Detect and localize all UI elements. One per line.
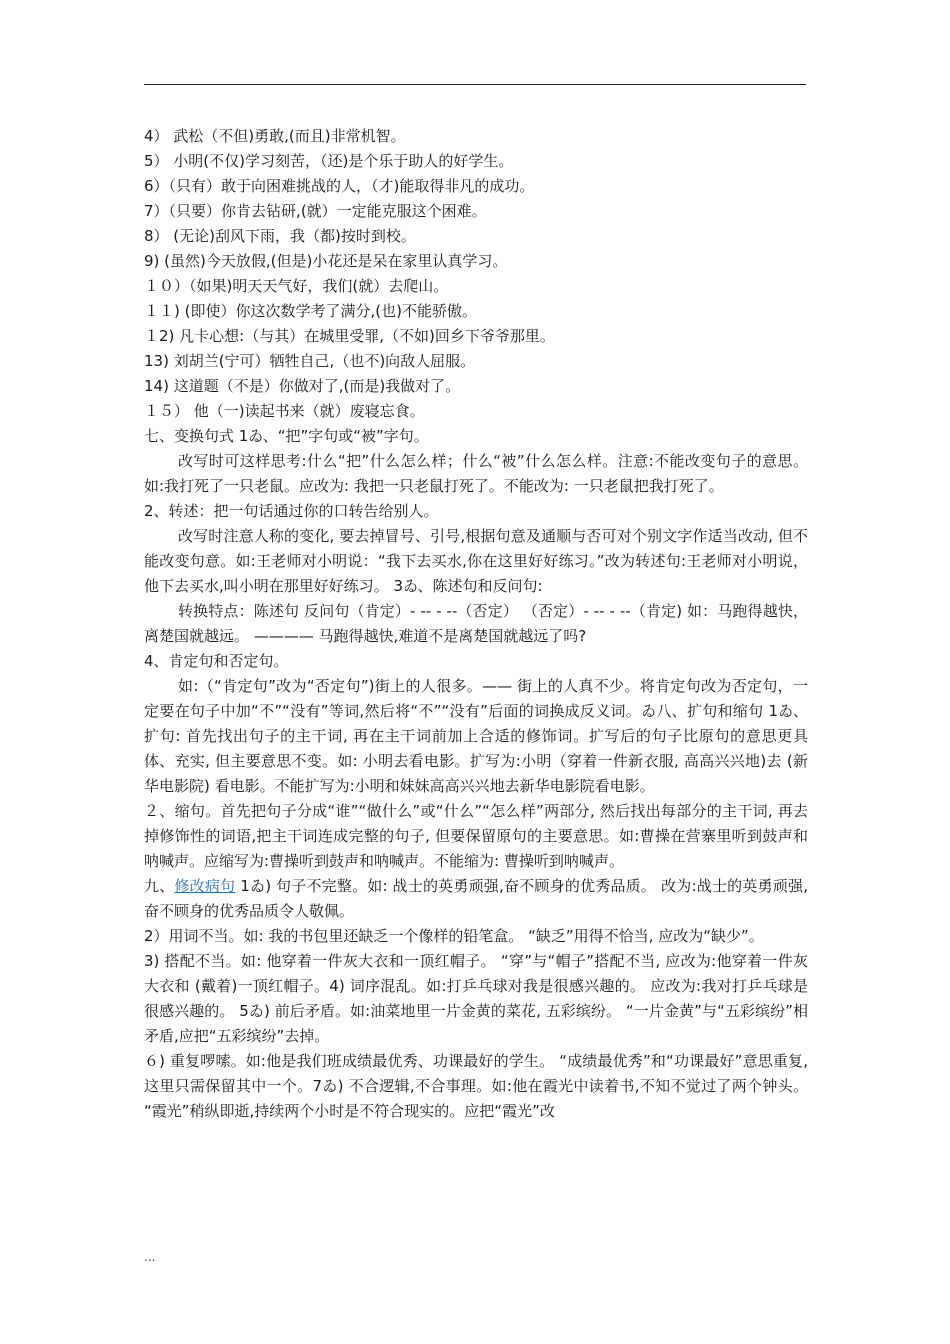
- header-rule: [144, 84, 806, 85]
- text-line: 14) 这道题（不是）你做对了,(而是)我做对了。: [144, 377, 461, 395]
- text-line: １０）（如果)明天天气好，我们(就）去爬山。: [144, 277, 449, 295]
- text-line: 6）（只有）敢于向困难挑战的人，（才)能取得非凡的成功。: [144, 177, 535, 195]
- section-heading: 2、转述：把一句话通过你的口转告给别人。: [144, 502, 439, 520]
- text-line: 5） 小明(不仅)学习刻苦，（还)是个乐于助人的好学生。: [144, 152, 514, 170]
- paragraph: 如:（“肯定句”改为“否定句”)街上的人很多。—— 街上的人真不少。将肯定句改为否定句，一定要在句子中加“不”“没有”等词,然后将“不”“没有”后面的词换成反义词。ゐ八、扩句和缩句 1ゐ、扩句: 首先找出句子的主干词, 再在主干词前加上合适的修饰词。扩写后的句子比原句的意思更具体、充实, 但主要意思不变。如: 小明去看电影。扩写为:小明（穿着一件新衣服, 高高兴兴地)去 (新华电影院) 看电影。不能扩写为:小明和妹妹高高兴兴地去新华电影院看电影。: [144, 677, 808, 795]
- text-line: 13) 刘胡兰(宁可）牺牲自己,（也不)向敌人屈服。: [144, 352, 476, 370]
- paragraph: [144, 874, 808, 924]
- paragraph: 转换特点：陈述句 反问句（肯定）- -- - --（否定） （否定）- -- - --（肯定) 如：马跑得越快，离楚国就越远。 ———— 马跑得越快,难道不是离楚国就越远了吗?: [144, 602, 808, 645]
- fix-sentence-link[interactable]: 修改病句: [174, 877, 236, 895]
- text-line: １１) (即使）你这次数学考了满分,(也)不能骄傲。: [144, 302, 477, 320]
- paragraph: 2）用词不当。如: 我的书包里还缺乏一个像样的铅笔盒。 “缺乏”用得不恰当, 应改为“缺少”。: [144, 927, 764, 945]
- section-prefix: 九、: [144, 877, 175, 895]
- page-footer: ...: [144, 1250, 156, 1264]
- paragraph: ６) 重复啰嗦。如:他是我们班成绩最优秀、功课最好的学生。 “成绩最优秀”和“功课最好”意思重复, 这里只需保留其中一个。7ゐ) 不合逻辑,不合事理。如:他在霞光中读着书,不知不觉过了两个钟头。 “霞光”稍纵即逝,持续两个小时是不符合现实的。应把“霞光”改: [144, 1052, 808, 1120]
- text-line: 4） 武松（不但)勇敢,(而且)非常机智。: [144, 127, 406, 145]
- text-line: 7）（只要）你肯去钻研,(就）一定能克服这个困难。: [144, 202, 487, 220]
- paragraph: 3) 搭配不当。如: 他穿着一件灰大衣和一顶红帽子。 “穿”与“帽子”搭配不当, 应改为:他穿着一件灰大衣和 (戴着)一顶红帽子。4) 词序混乱。如:打乒乓球对我是很感兴趣的。 应改为:我对打乒乓球是很感兴趣的。 5ゐ) 前后矛盾。如:油菜地里一片金黄的菜花, 五彩缤纷。 “一片金黄”与“五彩缤纷”相矛盾,应把“五彩缤纷”去掉。: [144, 952, 808, 1045]
- text-line: 9) (虽然)今天放假,(但是)小花还是呆在家里认真学习。: [144, 252, 508, 270]
- paragraph: ２、缩句。首先把句子分成“谁”“做什么”或“什么”“怎么样”两部分, 然后找出每部分的主干词, 再去掉修饰性的词语,把主干词连成完整的句子, 但要保留原句的主要意思。如:曹操在营寨里听到鼓声和呐喊声。应缩写为:曹操听到鼓声和呐喊声。不能缩为: 曹操听到呐喊声。: [144, 802, 808, 870]
- text-line: 8） (无论)刮风下雨，我（都)按时到校。: [144, 227, 416, 245]
- paragraph: 改写时可这样思考:什么“把”什么怎么样；什么“被”什么怎么样。注意:不能改变句子的意思。如:我打死了一只老鼠。应改为: 我把一只老鼠打死了。不能改为: 一只老鼠把我打死了。: [144, 452, 808, 495]
- paragraph-text: 1ゐ) 句子不完整。如: 战士的英勇顽强,奋不顾身的优秀品质。 改为:战士的英勇顽强,奋不顾身的优秀品质令人敬佩。: [144, 877, 808, 920]
- section-heading: 七、变换句式 1ゐ、“把”字句或“被”字句。: [144, 427, 429, 445]
- paragraph: 改写时注意人称的变化, 要去掉冒号、引号,根据句意及通顺与否可对个别文字作适当改动, 但不能改变句意。如:王老师对小明说：“我下去买水,你在这里好好练习。”改为转述句:王老师对小明说，他下去买水,叫小明在那里好好练习。 3ゐ、陈述句和反问句:: [144, 527, 808, 595]
- text-line: １2) 凡卡心想:（与其）在城里受罪,（不如)回乡下爷爷那里。: [144, 327, 555, 345]
- text-line: １５） 他（一)读起书来（就）废寝忘食。: [144, 402, 425, 420]
- document-body: [144, 124, 808, 1124]
- section-heading: 4、肯定句和否定句。: [144, 652, 289, 670]
